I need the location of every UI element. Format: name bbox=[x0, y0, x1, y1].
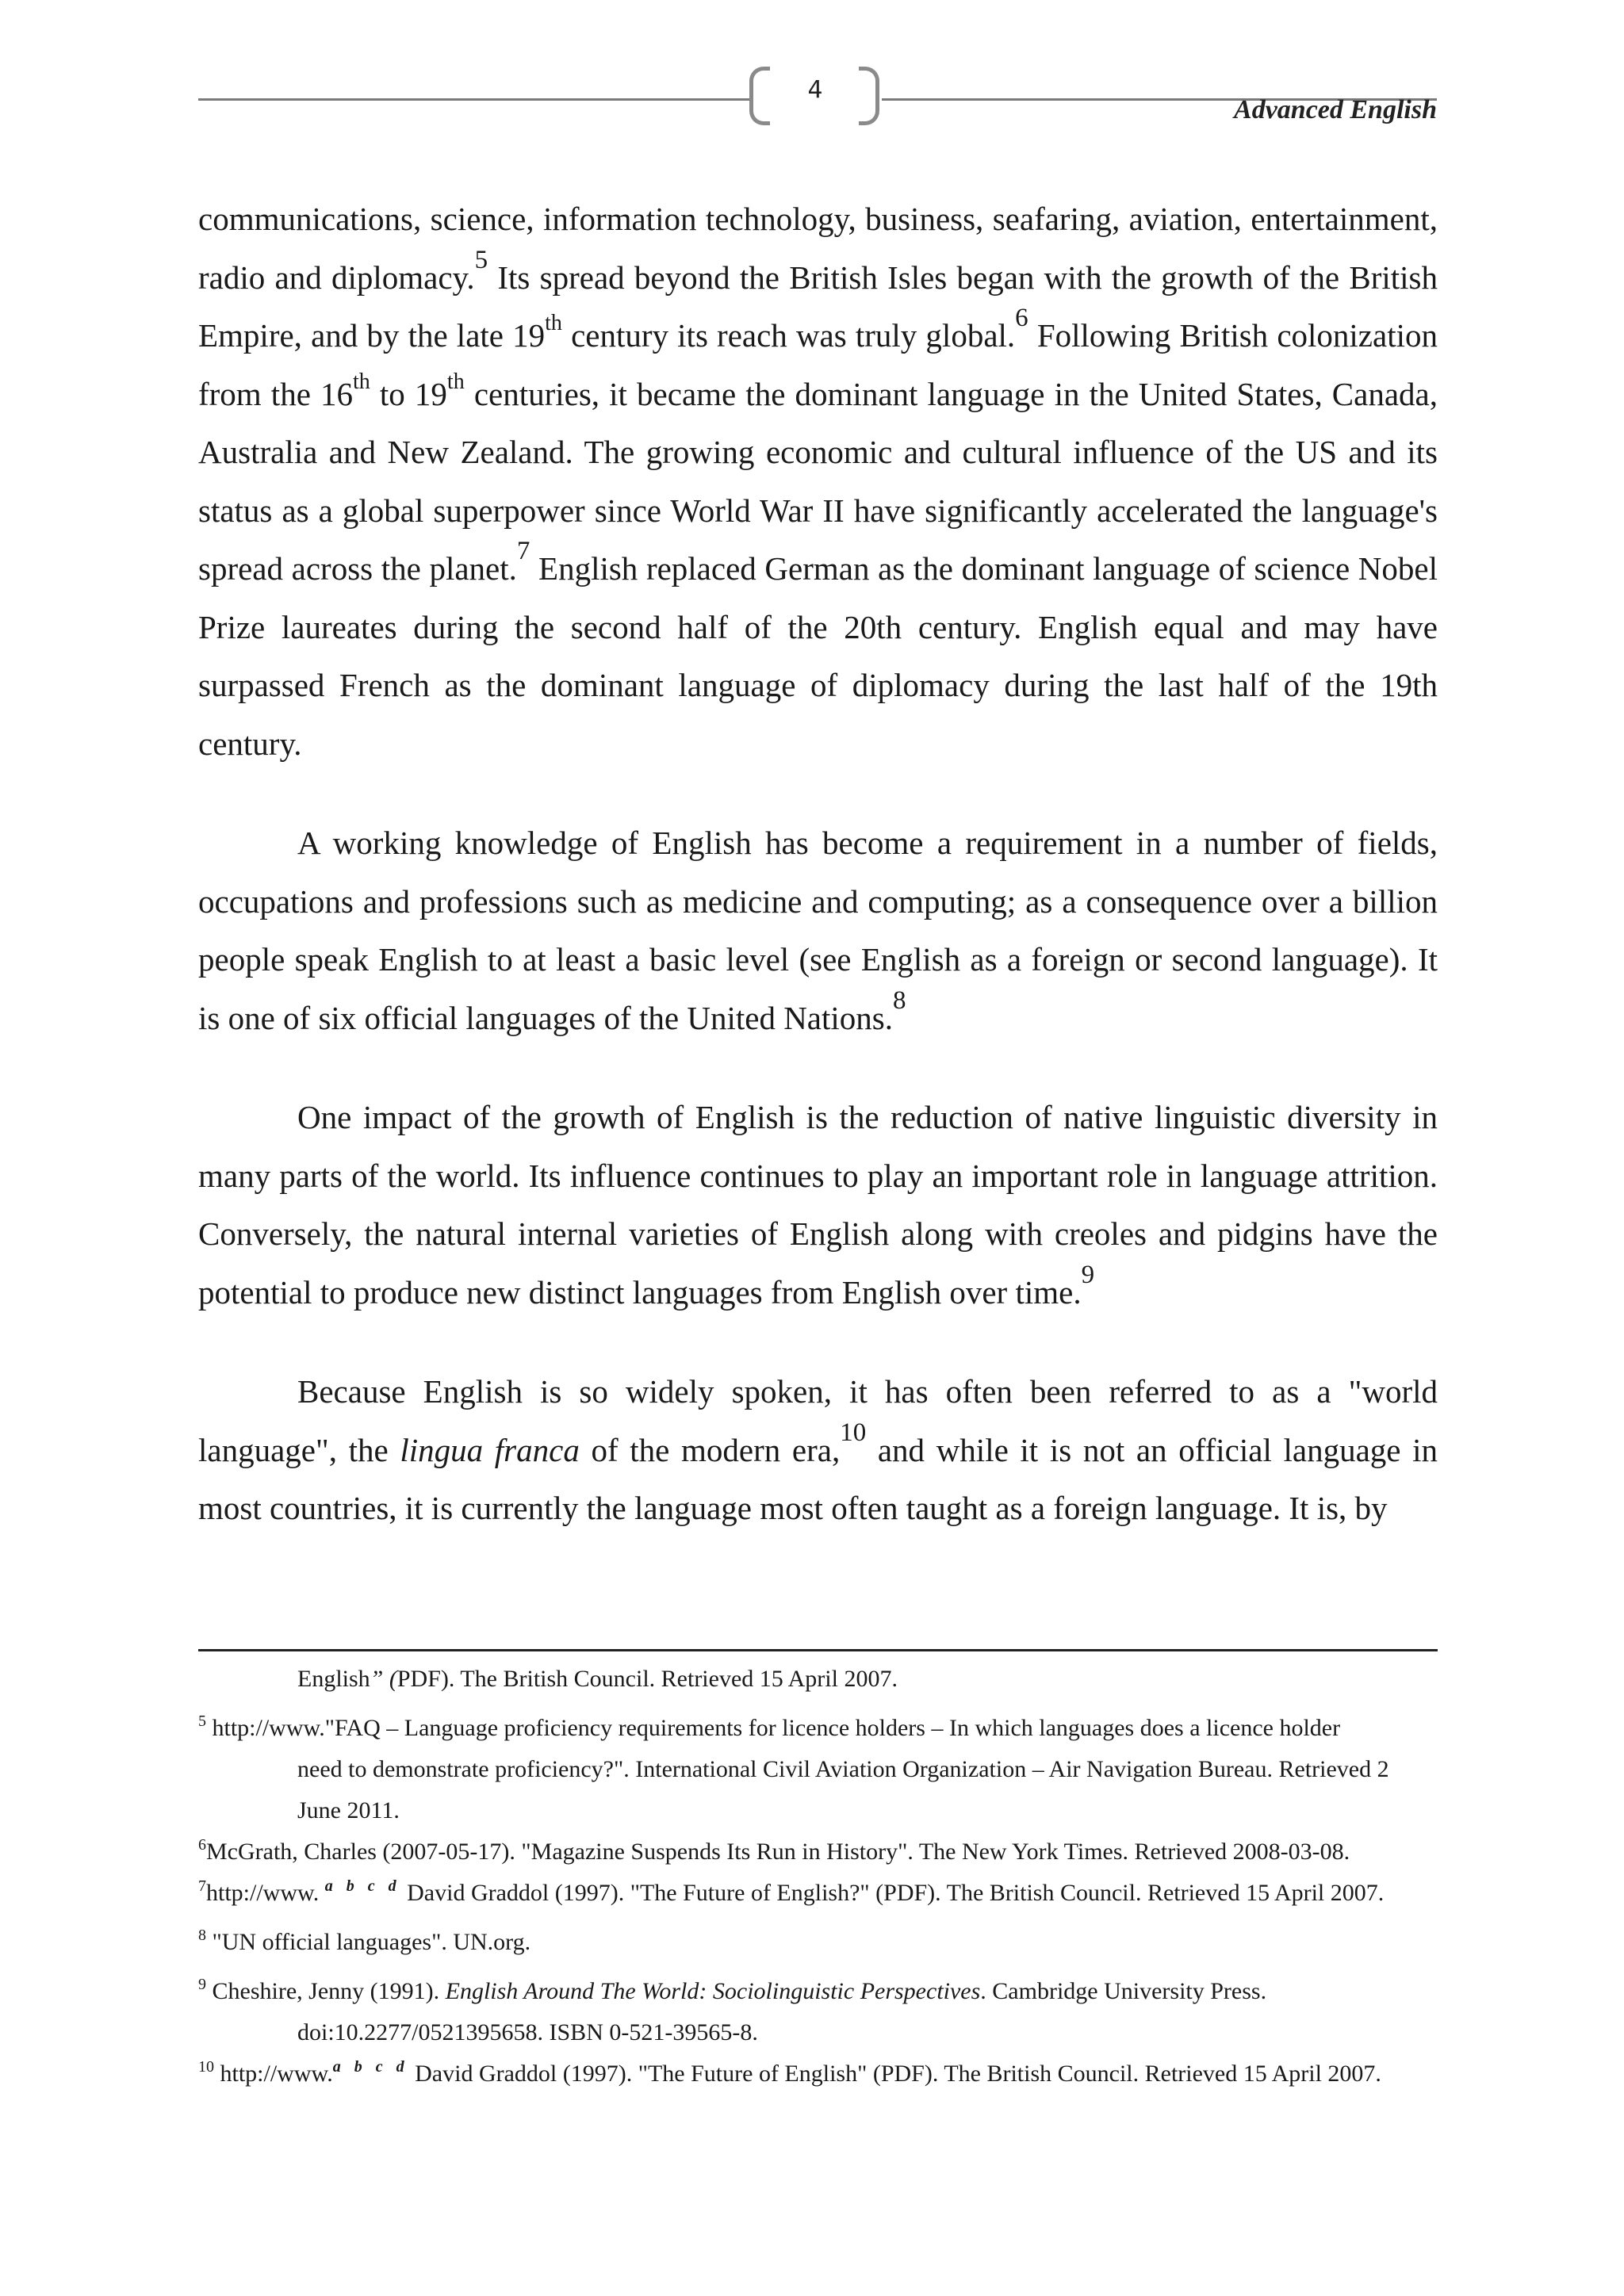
footnote-10-backlinks[interactable]: a b c d bbox=[332, 2058, 409, 2076]
footnote-cont-text-c: PDF). The British Council. Retrieved 15 April 2007. bbox=[396, 1666, 898, 1692]
p2-text: A working knowledge of English has become a requirement in a number of fields, occupations and professions such as medicine and computing; as a consequence over a billion people speak English to at least a basic level (see English as a foreign or second language). It is one of six official languages of the United Nations. bbox=[198, 825, 1438, 1036]
page-number: 4 bbox=[807, 76, 823, 104]
p1-text-2: Its spread beyond the British Isles began with the growth of the British Empire, and by the late 19 bbox=[198, 258, 1438, 354]
footnote-9-pre: Cheshire, Jenny (1991). bbox=[206, 1978, 446, 2004]
footnote-7-number: 7 bbox=[198, 1877, 206, 1895]
paragraph-2 bbox=[198, 814, 1438, 1047]
footnote-9 bbox=[198, 1971, 1438, 2012]
p4-text-1: Because English is so widely spoken, it has often been referred to as a "world language", the bbox=[198, 1373, 1438, 1468]
footnote-separator bbox=[198, 1649, 1438, 1651]
footnote-ref-10[interactable]: 10 bbox=[840, 1418, 867, 1447]
p1-text-5: to 19 bbox=[370, 375, 447, 412]
footnote-5-line-2: need to demonstrate proficiency?". International Civil Aviation Organization – Air Navigation Bureau. Retrieved 2 bbox=[297, 1756, 1389, 1782]
footnote-8-number: 8 bbox=[198, 1927, 206, 1944]
footnote-7-text: David Graddol (1997). "The Future of English?" (PDF). The British Council. Retrieved 15 April 2007. bbox=[400, 1880, 1385, 1906]
footnote-5-text: http://www."FAQ – Language proficiency requirements for licence holders – In which languages does a licence holder bbox=[206, 1715, 1341, 1741]
footnote-cont-text-a: English bbox=[297, 1666, 370, 1692]
header-rule-left bbox=[198, 98, 753, 101]
p1-text-6: centuries, it became the dominant language in the United States, Canada, Australia and New Zealand. The growing economic and cultural influence of the US and its status as a global superpower since World War II have significantly accelerated the language's spread across the planet. bbox=[198, 375, 1438, 587]
footnote-7-backlinks[interactable]: a b c d bbox=[324, 1877, 401, 1895]
paragraph-1 bbox=[198, 190, 1438, 773]
p1-text-4: Following British colonization from the 16 bbox=[198, 317, 1438, 412]
footnote-10 bbox=[198, 2053, 1438, 2095]
footnote-9-post: . Cambridge University Press. bbox=[980, 1978, 1267, 2004]
ordinal-suffix: th bbox=[545, 311, 562, 335]
footnote-ref-5[interactable]: 5 bbox=[474, 245, 488, 274]
footnote-5-number: 5 bbox=[198, 1712, 206, 1730]
footnote-10-number: 10 bbox=[198, 2058, 214, 2076]
p4-text-2: of the modern era, bbox=[579, 1431, 841, 1468]
p1-text-3: century its reach was truly global. bbox=[561, 317, 1016, 354]
footnote-cont-text-b: ” ( bbox=[370, 1666, 397, 1692]
paragraph-3 bbox=[198, 1089, 1438, 1322]
footnote-7-pre[interactable]: http://www. bbox=[206, 1880, 325, 1906]
footnote-9-title: English Around The World: Sociolinguistic Perspectives bbox=[445, 1978, 981, 2004]
p4-italic-term: lingua franca bbox=[400, 1431, 580, 1468]
paragraph-4 bbox=[198, 1363, 1438, 1538]
p1-text-7: English replaced German as the dominant language of science Nobel Prize laureates during the second half of the 20th century. English equal and may have surpassed French as the dominant language of diplomacy during the last half of the 19th century. bbox=[198, 550, 1438, 762]
ordinal-suffix: th bbox=[353, 369, 370, 394]
footnote-9-line-2: doi:10.2277/0521395658. ISBN 0-521-39565-8. bbox=[297, 2019, 758, 2045]
footnote-ref-9[interactable]: 9 bbox=[1081, 1260, 1095, 1289]
footnote-9-number: 9 bbox=[198, 1976, 206, 1993]
footnote-6-number: 6 bbox=[198, 1836, 206, 1854]
footnote-10-pre[interactable]: http://www. bbox=[214, 2061, 333, 2087]
page-number-bracket-right bbox=[859, 67, 879, 125]
p4-text-3: and while it is not an official language in most countries, it is currently the language most often taught as a foreign language. It is, by bbox=[198, 1431, 1438, 1526]
footnote-10-text: David Graddol (1997). "The Future of English" (PDF). The British Council. Retrieved 15 April 2007. bbox=[408, 2061, 1381, 2087]
footnote-6-text: McGrath, Charles (2007-05-17). "Magazine Suspends Its Run in History". The New York Times. Retrieved 2008-03-08. bbox=[206, 1839, 1350, 1865]
page-number-bracket-left bbox=[749, 67, 770, 125]
body-text bbox=[198, 190, 1438, 1538]
footnotes bbox=[198, 1659, 1438, 2095]
footnote-8-text: "UN official languages". UN.org. bbox=[206, 1929, 531, 1955]
footnote-8 bbox=[198, 1922, 1438, 1963]
p3-text: One impact of the growth of English is the reduction of native linguistic diversity in many parts of the world. Its influence continues to play an important role in language attrition. Conversely, the natural internal varieties of English along with creoles and pidgins have the potential to produce new distinct languages from English over time. bbox=[198, 1099, 1438, 1311]
running-head: Advanced English bbox=[1234, 95, 1437, 124]
p1-text-1: communications, science, information technology, business, seafaring, aviation, entertainment, radio and diplomacy. bbox=[198, 201, 1438, 296]
footnote-5 bbox=[198, 1708, 1438, 1749]
footnote-6 bbox=[198, 1831, 1438, 1873]
footnote-ref-7[interactable]: 7 bbox=[516, 537, 530, 565]
footnote-7 bbox=[198, 1873, 1438, 1914]
footnote-ref-6[interactable]: 6 bbox=[1015, 304, 1028, 332]
ordinal-suffix: th bbox=[446, 369, 465, 394]
footnote-5-line-3: June 2011. bbox=[297, 1797, 400, 1823]
footnote-continuation bbox=[198, 1659, 1438, 1700]
footnote-ref-8[interactable]: 8 bbox=[893, 985, 906, 1015]
